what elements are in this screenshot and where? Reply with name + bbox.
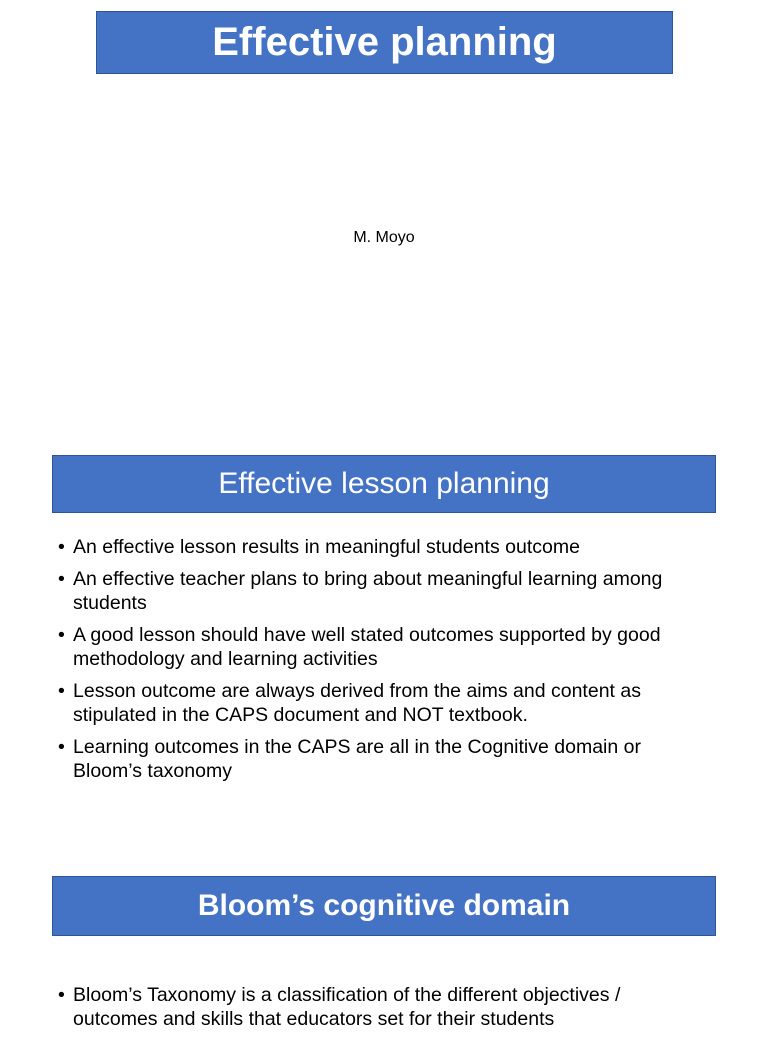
bullet-item: • Bloom’s Taxonomy is a classification of the different objectives / outcomes and skills that educators set for their students [58,983,708,1031]
bullet-item: • Learning outcomes in the CAPS are all in the Cognitive domain or Bloom’s taxonomy [58,735,708,783]
bullet-item: • An effective lesson results in meaningful students outcome [58,535,708,559]
slide2-bullet-list [58,535,708,791]
slide2-title-banner [52,455,716,513]
bullet-item: • Lesson outcome are always derived from the aims and content as stipulated in the CAPS document and NOT textbook. [58,679,708,727]
slide1-author: M. Moyo [353,229,415,246]
bullet-item: • An effective teacher plans to bring about meaningful learning among students [58,567,708,615]
slide1-title-banner [96,11,673,74]
slide2-title: Effective lesson planning [218,467,550,500]
bullet-item: • A good lesson should have well stated outcomes supported by good methodology and learning activities [58,623,708,671]
slide3-title-banner [52,876,716,936]
slide3-bullet-list [58,983,708,1039]
slide1-title: Effective planning [212,20,557,64]
slide3-title: Bloom’s cognitive domain [197,889,571,922]
